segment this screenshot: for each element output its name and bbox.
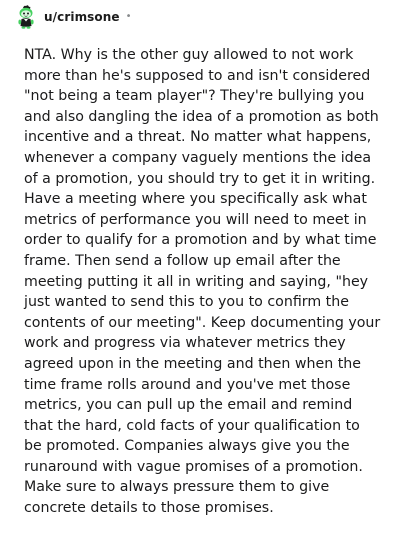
meta-separator: • [125, 11, 132, 22]
comment-header [14, 4, 132, 30]
comment-body: NTA. Why is the other guy allowed to not work more than he's supposed to and isn't considered "not being a team player"? They're bullying you and also dangling the idea of a promotion as both incentive and a threat. No matter what happens, whenever a company vaguely mentions the idea of a promotion, you should try to get it in writing. Have a meeting where you specifically ask what metrics of performance you will need to meet in order to qualify for a promotion and by what time frame. Then send a follow up email after the meeting putting it all in writing and saying, "hey just wanted to send this to you to confirm the contents of our meeting". Keep documenting your work and progress via whatever metrics they agreed upon in the meeting and then when the time frame rolls around and you've met those metrics, you can pull up the email and remind that the hard, cold facts of your qualification to be promoted. Companies always give you the runaround with vague promises of a promotion. Make sure to always pressure them to give concrete details to those promises. [24, 47, 381, 517]
snoo-avatar-icon[interactable] [14, 4, 38, 30]
comment-author[interactable]: u/crimsone [44, 10, 120, 24]
